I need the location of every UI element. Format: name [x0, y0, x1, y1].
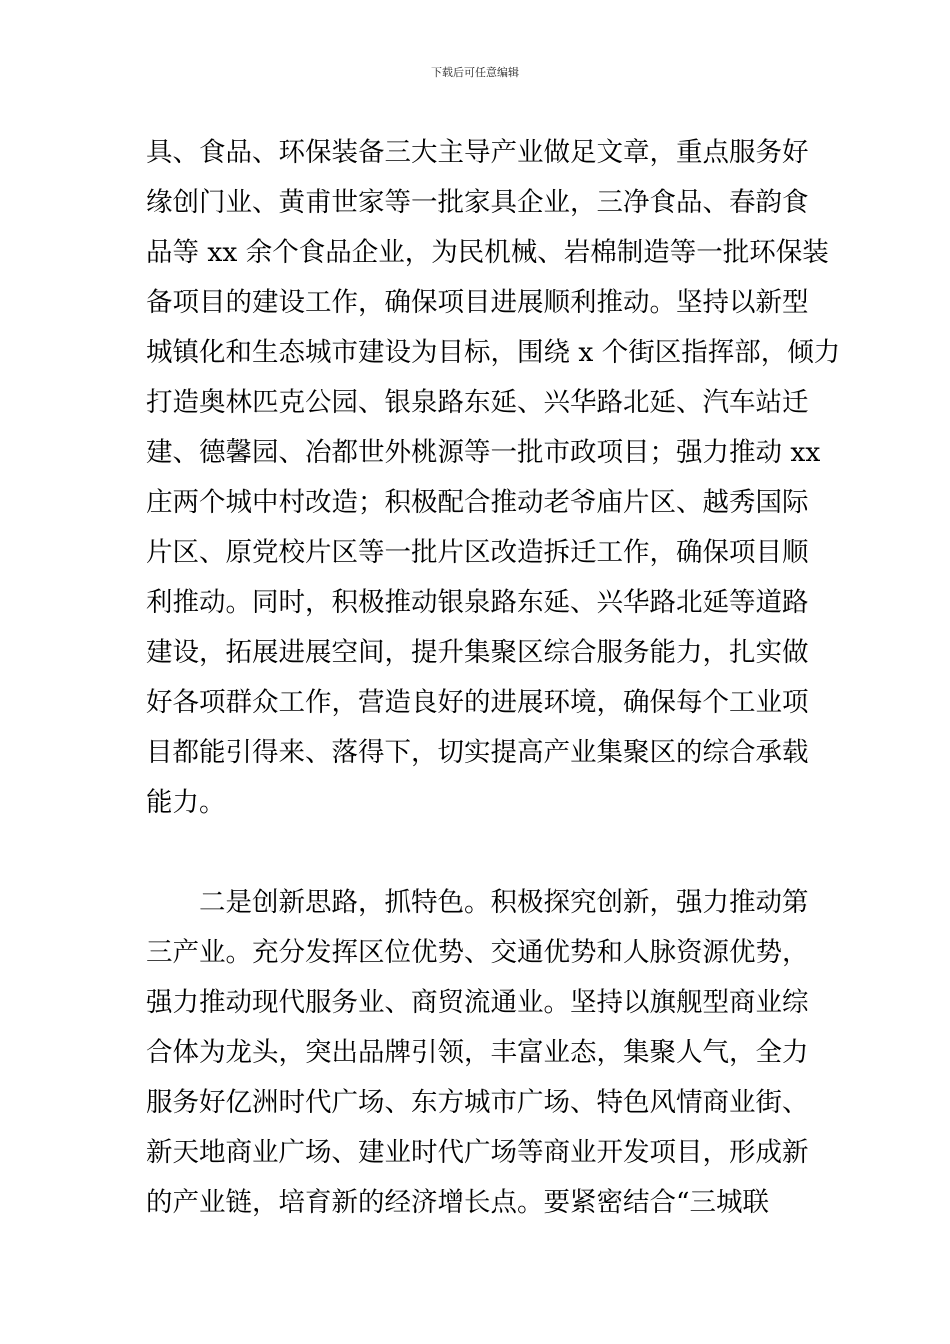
- page-header-note: 下载后可任意编辑: [431, 66, 519, 79]
- text-line: 建设，拓展进展空间，提升集聚区综合服务能力，扎实做: [146, 637, 809, 668]
- text-line: 强力推动现代服务业、商贸流通业。坚持以旗舰型商业综: [146, 987, 809, 1018]
- text-line: 利推动。同时，积极推动银泉路东延、兴华路北延等道路: [146, 587, 809, 618]
- text-line: 具、食品、环保装备三大主导产业做足文章，重点服务好: [146, 137, 809, 168]
- text-line: 好各项群众工作，营造良好的进展环境，确保每个工业项: [146, 687, 809, 718]
- text-line: 庄两个城中村改造；积极配合推动老爷庙片区、越秀国际: [146, 487, 809, 518]
- paragraph-spacer: [146, 828, 810, 878]
- text-line: 目都能引得来、落得下，切实提高产业集聚区的综合承载: [146, 737, 809, 768]
- text-line: 城镇化和生态城市建设为目标，围绕 x 个街区指挥部，倾力: [146, 337, 841, 368]
- text-line: 缘创门业、黄甫世家等一批家具企业，三净食品、春韵食: [146, 187, 809, 218]
- text-line: 品等 xx 余个食品企业，为民机械、岩棉制造等一批环保装: [146, 237, 829, 268]
- text-line: 的产业链，培育新的经济增长点。要紧密结合“三城联: [146, 1187, 770, 1218]
- text-line: 打造奥林匹克公园、银泉路东延、兴华路北延、汽车站迁: [146, 387, 809, 418]
- text-line: 备项目的建设工作，确保项目进展顺利推动。坚持以新型: [146, 287, 809, 318]
- text-line: 新天地商业广场、建业时代广场等商业开发项目，形成新: [146, 1137, 809, 1168]
- text-line: 片区、原党校片区等一批片区改造拆迁工作，确保项目顺: [146, 537, 809, 568]
- text-line: 建、德馨园、冶都世外桃源等一批市政项目；强力推动 xx: [146, 437, 821, 468]
- text-line: 三产业。充分发挥区位优势、交通优势和人脉资源优势，: [146, 937, 809, 968]
- paragraph-2: [146, 878, 810, 1228]
- text-line: 服务好亿洲时代广场、东方城市广场、特色风情商业街、: [146, 1087, 809, 1118]
- document-body: [146, 128, 841, 1228]
- text-line: 能力。: [146, 787, 226, 818]
- text-line: 二是创新思路，抓特色。积极探究创新，强力推动第: [199, 887, 809, 918]
- text-line: 合体为龙头，突出品牌引领，丰富业态，集聚人气，全力: [146, 1037, 809, 1068]
- paragraph-1: [146, 128, 841, 828]
